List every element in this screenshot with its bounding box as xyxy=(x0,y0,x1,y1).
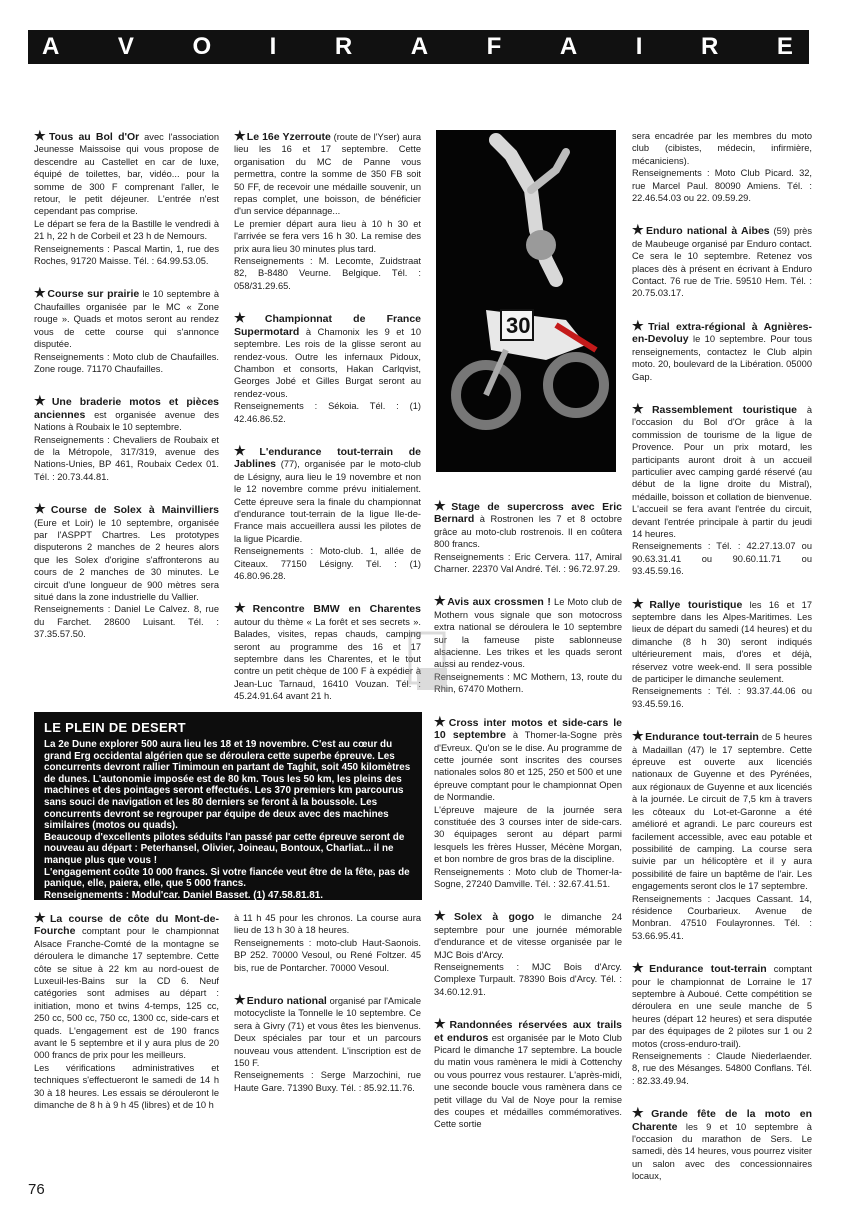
article-title: Le 16e Yzerroute xyxy=(246,131,331,143)
article-text xyxy=(632,130,812,204)
article-text xyxy=(632,730,812,942)
page-number: 76 xyxy=(28,1181,45,1198)
article-title: La course de côte du Mont-de-Fourche xyxy=(34,913,220,938)
star-icon: ★ xyxy=(34,910,50,925)
article-body: (route de l'Yser) aura lieu les 16 et 17 septembre. Cette organisation du MC de Panne vous permettra, contre la somme de 350 FB soit 50 FF, de recevoir une médaille souvenir, un repas complet, une boisson, de bénéficier d'un service dépannage... Le premier départ aura lieu à 10 h 30 et l'arrivée se fera vers 16 h 30. La remise des prix aura lieu 30 minutes plus tard. Renseignements : M. Lecomte, Zuidstraat 82, B-8480 Veurne. Belgique. Tél. : 058/31.29.65. xyxy=(234,132,421,291)
star-icon: ★ xyxy=(434,713,448,729)
article-text xyxy=(34,287,219,375)
article xyxy=(34,503,219,640)
article-title: Championnat de France Supermotard xyxy=(234,313,421,338)
article xyxy=(632,962,812,1087)
article-title: Enduro national xyxy=(246,995,327,1008)
star-icon: ★ xyxy=(234,442,259,458)
star-icon: ★ xyxy=(632,400,651,416)
article-body: à l'occasion du Bol d'Or grâce à la commission de tourisme de la ligue de Provence. Pour un prix motard, les participants auront droit à un accueil particulier avec camping gardé réservé (au début de la ligne droite du Mistral), médaille, boisson et collation de bienvenue. L'accueil se fera avant l'entrée du circuit, devant l'entrée principale à partir du jeudi 14 heures. Renseignements : Tél. : 42.27.13.07 ou 90.63.31.41 ou 90.60.11.71 ou 93.45.59.16. xyxy=(632,404,812,577)
article-text xyxy=(632,400,812,578)
article-text xyxy=(234,912,421,974)
column-4 xyxy=(632,130,812,1203)
watermark-logo xyxy=(402,628,452,698)
star-icon: ★ xyxy=(234,128,246,143)
article xyxy=(632,224,812,299)
banner-letter: A xyxy=(559,33,580,60)
article-body: Le Moto club de Mothern vous signale que son motocross extra national se déroulera le 10 septembre sur la fameuse piste sablonneuse alsacienne. Les trikes et les quads seront aussi au rendez-vous. Renseignements : MC Mothern, 13, route du 67470 Mothern. xyxy=(434,597,623,695)
banner-letter: A xyxy=(42,33,62,60)
article-text xyxy=(632,224,812,299)
article-body: organisé par l'Amicale motocycliste la Tonnelle le 10 septembre. Ce sera à Givry (71) et vous êtes les bienvenus. Deux spéciales par tour et un parcours nouveau vous attendent. L'inscription est de 150 F. Renseignements : Serge Marzochini, rue Haute Gare. 71390 Buxy. Tél. : 85.92.11.76. xyxy=(234,996,421,1093)
column-3 xyxy=(434,500,622,1151)
article-title: Endurance tout-terrain xyxy=(649,963,767,976)
banner-letter: I xyxy=(269,33,279,60)
article-text xyxy=(34,503,219,640)
article xyxy=(34,395,219,483)
banner-letter: V xyxy=(117,33,136,60)
star-icon: ★ xyxy=(34,393,51,409)
article-body: les 9 et 10 septembre à l'occasion du marathon de Sers. Le samedi, dès 14 heures, vous pourrez visiter un salon avec des concessionnaires locaux, xyxy=(632,1121,812,1182)
article-body: à Thomer-la-Sogne près d'Evreux. Qu'on se le dise. Au programme de cette journée sont inscrites des courses nationales solos 80 et 125, 250 et 500 et une épreuve comptant pour le championnat Open de Normandie. L'épreuve majeure de la journée sera constituée des 3 courses inter de side-cars. 30 équipages seront au départ parmi lesquels les frères Husser, Mécène Morgan, et bon nombre de gros bras de la discipline. Renseignements : Moto club de Thomer-la-Sogne, 27240 Damville. Tél. : 32.67.41.51. xyxy=(434,730,622,889)
article xyxy=(632,400,812,578)
article-body: autour du thème « La forêt et ses secrets ». Balades, visites, repas chauds, camping seront au programme des 16 et 17 septembre dans les Charentes, et le tout contre un petit chèque de 100 F à expédier à Jean-Luc Tarnaud, 16410 Vouzan. Tél. : 45.24.91.64 avant 21 h. xyxy=(234,616,421,702)
article xyxy=(234,994,421,1094)
article-title: Une braderie motos et pièces anciennes xyxy=(34,396,220,421)
star-icon: ★ xyxy=(34,285,47,301)
article-title: Course sur prairie xyxy=(47,288,140,301)
article-title: Course de Solex à Mainvilliers xyxy=(50,504,219,517)
article-text xyxy=(434,1018,622,1131)
article xyxy=(234,912,421,974)
article-title: Cross inter motos et side-cars le 10 septembre xyxy=(434,716,622,742)
star-icon: ★ xyxy=(632,317,648,333)
article-title: Grande fête de la moto en Charente xyxy=(632,1108,812,1133)
article-title: Stage de supercross avec Eric Bernard xyxy=(434,501,622,526)
article-text xyxy=(632,962,812,1087)
star-icon: ★ xyxy=(632,960,649,976)
article xyxy=(434,713,622,891)
article xyxy=(632,317,812,383)
banner-letter: R xyxy=(334,33,355,60)
star-icon: ★ xyxy=(632,1105,651,1121)
star-icon: ★ xyxy=(34,501,50,517)
bike-plate-number: 30 xyxy=(506,313,531,338)
star-icon: ★ xyxy=(632,595,649,611)
star-icon: ★ xyxy=(632,728,645,744)
article xyxy=(34,912,219,1112)
star-icon: ★ xyxy=(434,593,447,609)
article-body: les 16 et 17 septembre dans les Alpes-Maritimes. Les lieux de départ du samedi (14 heures) et du dimanche (8 h 30) seront indiqués ultérieurement mais, d'ores et déjà, réservez votre week-end. Il sera possible de participer le dimanche seulement. Renseignements : Tél. : 93.37.44.06 ou 93.45.59.16. xyxy=(632,599,812,709)
article-body: comptant pour le championnat de Lorraine le 17 septembre à Auboué. Cette compétition se déroulera en une seule manche de 5 heures (départ 12 heures) et sera disputée par des équipages de 2 pilotes sur 1 ou 2 motos (cross-enduro-trail). Renseignements : Claude Niederlaender. 8, rue des Mésanges. 54800 Conflans. Tél. : 82.33.49.94. xyxy=(632,964,812,1086)
banner-letter: E xyxy=(776,33,795,60)
column-2 xyxy=(234,130,421,723)
article-text xyxy=(234,130,421,292)
article-title: Enduro national à Aibes xyxy=(645,225,770,238)
star-icon: ★ xyxy=(34,128,48,143)
article xyxy=(234,602,421,702)
article-body: est organisée avenue des Nations à Roubaix le 10 septembre. Renseignements : Chevaliers de Roubaix et de la Métropole, 317/319, avenue des Nations-Unies, BP 461, Roubaix Cedex 01. Tél. : 20.73.44.81. xyxy=(34,409,219,482)
article-text xyxy=(632,1107,812,1182)
article-body: sera encadrée par les membres du moto club (cibistes, médecin, infirmière, mécaniciens). Renseignements : Moto Club Picard. 32, rue Marcel Paul. 80090 Amiens. Tél. : 22.46.54.03 ou 22. 09.59.29. xyxy=(632,131,812,204)
rider-jump-image xyxy=(436,130,616,472)
article xyxy=(632,1107,812,1182)
article-text xyxy=(234,602,421,702)
section-banner xyxy=(28,30,809,64)
article-body: de 5 heures à Madaillan (47) le 17 septembre. Cette épreuve est ouverte aux licenciés nationaux de Guyenne et des Pyrénées, aux régionaux de Guyenne et aux licenciés à la journée. Le circuit de 7,5 km à travers les côteaux du Lot-et-Garonne a été amélioré et agrandi. Le parc coureurs est facilement accessible, avec eau potable et possibilité de camping. La course sera suivie par un hélicoptère et il y aura possibilité de faire un baptême de l'air. Les engagements seront clos le 17 septembre. Renseignements : Jacques Cassant. 14, résidence Courbarieux. Avenue de Monbran. 47510 Foulayronnes. Tél. : 53.66.95.41. xyxy=(632,732,812,941)
article-body: à Rostronen les 7 et 8 octobre grâce au moto-club rostrenois. Il en coûtera 800 francs. Renseignements : Eric Cervera. 117, Amiral Charner. 22370 Val André. Tél. : 96.72.97.29. xyxy=(434,514,622,575)
article xyxy=(434,595,622,695)
column-1 xyxy=(34,130,219,661)
article-body: avec l'association Jeunesse Maissoise qui vous propose de descendre au Castellet en car de luxe, équipé de toilettes, bar, vidéo... pour la somme de 300 F comprenant l'aller, le retour, le petit déjeuner. L'entrée n'est cependant pas comprise. Le départ se fera de la Bastille le vendredi à 21 h, 22 h de Corbeil et 23 h de Nemours. Renseignements : Pascal Martin, 1, rue des Roches, 91720 Maisse. Tél. : 64.99.53.05. xyxy=(34,132,219,267)
desert-box xyxy=(34,712,422,900)
article-text xyxy=(234,994,421,1094)
motocross-photo xyxy=(436,130,616,472)
article-body: à Chamonix les 9 et 10 septembre. Les rois de la glisse seront au rendez-vous. Outre les infernaux Pidoux, Chambon et consorts, Hakan Carlqvist, Georges Jobé et Gilles Burgat seront au rendez-vous. Renseignements : Sékoia. Tél. : (1) 42.46.86.52. xyxy=(234,326,421,424)
banner-letter: O xyxy=(192,33,214,60)
article-title: Rencontre BMW en Charentes xyxy=(252,603,421,616)
article-title: Avis aux crossmen ! xyxy=(447,596,551,609)
article xyxy=(632,130,812,204)
article-title: Endurance tout-terrain xyxy=(645,731,759,744)
article-body: le 10 septembre. Pour tous renseignements, contactez le Club alpin moto. 20, boulevard de la Libération. 05000 Gap. xyxy=(632,334,812,382)
banner-letter: F xyxy=(486,33,504,60)
column-2-bottom xyxy=(234,912,421,1114)
article-title: Solex à gogo xyxy=(454,911,535,924)
article xyxy=(234,130,421,292)
article-text xyxy=(434,910,622,998)
article xyxy=(632,595,812,711)
article xyxy=(34,130,219,267)
article xyxy=(632,730,812,942)
article xyxy=(234,442,421,582)
banner-letter: I xyxy=(635,33,645,60)
article-text xyxy=(234,442,421,582)
article-body: (77), organisée par le moto-club de Lésigny, aura lieu le 19 novembre et non le 12 novembre comme prévu initialement. Cette épreuve sera la finale du championnat d'endurance tout-terrain de la ligue Ile-de-France mais accueillera aussi les pilotes de la ligue Picardie. Renseignements : Moto-club. 1, allée de Citeaux. 77150 Lésigny. Tél. : (1) 46.80.96.28. xyxy=(234,459,421,581)
article-text xyxy=(632,317,812,383)
article-text xyxy=(434,595,622,695)
star-icon: ★ xyxy=(434,498,451,513)
article-body: est organisée par le Moto Club Picard le dimanche 17 septembre. La boucle du matin vous ramènera le midi à Cottenchy ou vous pourrez vous restaurer. L'après-midi, une seconde boucle vous ramènera dans ce petit village du Val de Noye pour la remise des coupes et médailles commémoratives. Cette sortie xyxy=(434,1032,622,1130)
star-icon: ★ xyxy=(234,992,246,1008)
article-body: à 11 h 45 pour les chronos. La course aura lieu de 13 h 30 à 18 heures. Renseignements : moto-club Haut-Saonois. BP 252. 70000 Vesoul, ou René Foltzer. 45 bis, rue de Pontarcher. 70000 Vesoul. xyxy=(234,913,421,973)
article-text xyxy=(234,312,421,425)
article-text xyxy=(632,595,812,711)
article-text xyxy=(434,500,622,575)
banner-letter: R xyxy=(701,33,721,60)
star-icon: ★ xyxy=(632,222,645,238)
desert-title: LE PLEIN DE DESERT xyxy=(44,720,186,735)
desert-body: La 2e Dune explorer 500 aura lieu les 18 et 19 novembre. C'est au cœur du grand Erg occidental algérien que se déroulera cette superbe épreuve. Les concurrents devront rallier Timimoun en partant de Taghit, soit 450 kilomètres de dunes. L'autonomie imposée est de 80 km. Tous les 50 km, les pleins des machines et des pointages seront effectués. Les 370 premiers km parcourus sans souci de navigation et les 80 derniers se feront à la boussole. Les concurrents devront se regrouper par équipe de deux avec des machines similaires (motos ou quads). Beaucoup d'excellents pilotes séduits l'an passé par cette épreuve seront de nouveau au départ : Peterhansel, Olivier, Joineau, Bontoux, Charliat... il ne manque plus que vous ! L'engagement coûte 10 000 francs. Si votre fiancée veut être de la fête, pas de panique, elle, paiera, elle, que 5 000 francs. Renseignements : Modul'car. Daniel Basset. (1) 47.58.81.81. xyxy=(44,739,411,901)
article-text xyxy=(34,395,219,483)
article-title: L'endurance tout-terrain de Jablines xyxy=(234,445,421,471)
column-1-bottom xyxy=(34,912,219,1132)
article xyxy=(434,910,622,998)
article xyxy=(434,500,622,575)
article-title: Rassemblement touristique xyxy=(651,403,797,416)
banner-letter: A xyxy=(410,33,431,60)
article-title: Rallye touristique xyxy=(649,598,743,611)
article-body: le 10 septembre à Chaufailles organisée par le MC « Zone rouge ». Quads et motos seront au rendez vous de cette course qui s'annonce disputée. Renseignements : Moto club de Chaufailles. Zone rouge. 71170 Chaufailles. xyxy=(34,289,219,374)
article-title: Randonnées réservées aux trails et enduros xyxy=(434,1019,622,1044)
article xyxy=(34,287,219,375)
star-icon: ★ xyxy=(234,310,264,326)
star-icon: ★ xyxy=(234,600,252,616)
article-body: le dimanche 24 septembre pour une journée mémorable d'endurance et de vitesse organisée par le MJC Bois d'Arcy. Renseignements : MJC Bois d'Arcy. Complexe Turpault. 78390 Bois d'Arcy. Tél. : 34.60.12.91. xyxy=(434,912,622,997)
article-body: (Eure et Loir) le 10 septembre, organisée par l'ASPPT Chartres. Les prototypes disputerons 2 manches de 2 heures alors que les Solex d'origine s'affronterons au cours de 2 manches de 30 minutes. Le circuit d'une longueur de 900 mètres sera situé dans la zone industrielle du Vallier. Renseignements : Daniel Le Calvez. 8, rue du Farchet. 28600 Luisant. Tél. : 37.35.57.50. xyxy=(34,517,219,640)
article-text xyxy=(34,130,219,267)
article xyxy=(234,312,421,425)
star-icon: ★ xyxy=(434,908,454,924)
article-body: comptant pour le championnat Alsace Franche-Comté de la montagne se déroulera le dimanche 17 septembre. Cette côte se situe à 22 km au nord-ouest de Luxeuil-les-Bains sur la CD 6. Neuf catégories sont admises au départ : initiation, mono et twins 4-temps, 125 cc, 250 cc, 500 cc, 750 cc, 1300 cc, side-cars et quads. L'engagement est de 190 francs avant le 5 septembre et il y aura plus de 20 000 francs de prix pour les meilleurs. Les vérifications administratives et techniques s'effectueront le samedi de 14 h 30 à 18 heures. Les essais se dérouleront le dimanche de 8 h à 9 h 45 (libres) et de 10 h xyxy=(34,926,219,1111)
article-title: Tous au Bol d'Or xyxy=(48,131,140,143)
article-body: (59) près de Maubeuge organisé par Enduro contact. Ce sera le 10 septembre. Retenez vos places dès à présent en écrivant à Enduro Contact. 76 rue de Trie. 59510 Hem. Tél. : 20.75.03.17. xyxy=(632,226,812,299)
article xyxy=(434,1018,622,1131)
article-text xyxy=(434,713,622,891)
star-icon: ★ xyxy=(434,1016,449,1032)
article-title: Trial extra-régional à Agnières-en-Devoluy xyxy=(632,320,812,346)
article-text xyxy=(34,912,219,1112)
